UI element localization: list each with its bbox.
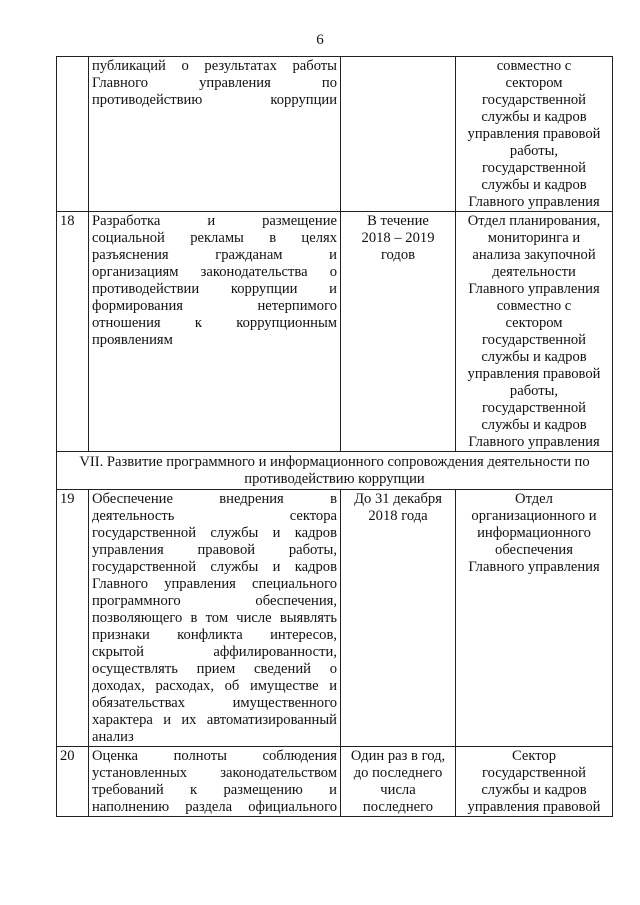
page-number: 6	[316, 32, 324, 48]
executor-text	[456, 212, 613, 452]
row-number: 18	[57, 212, 89, 452]
task-text-line: Разработка и размещение	[92, 213, 337, 229]
deadline-text-line: До 31 декабря	[354, 491, 442, 507]
task-text-line: противодействию коррупции	[92, 92, 337, 108]
deadline-text-line: до последнего	[353, 765, 443, 781]
task-text-line: организациям законодательства о	[92, 264, 337, 280]
task-text	[89, 747, 341, 817]
executor-text-line: управления правовой	[467, 799, 601, 815]
table-row	[57, 747, 613, 817]
executor-text-line: управления правовой	[467, 366, 601, 382]
task-text-line: формирования нетерпимого	[92, 298, 337, 314]
deadline-text	[341, 57, 456, 212]
task-text-line: характера и их автоматизированный	[92, 712, 337, 728]
executor-text-line: совместно с	[496, 58, 572, 74]
row-number: 20	[57, 747, 89, 817]
deadline-text	[341, 747, 456, 817]
task-text-line: деятельность сектора	[92, 508, 337, 524]
deadline-text-line: годов	[380, 247, 416, 263]
section-heading	[57, 452, 613, 490]
executor-text-line: обеспечения	[495, 542, 573, 558]
task-text-line: обязательствах имущественного	[92, 695, 337, 711]
executor-text-line: сектором	[505, 75, 563, 91]
executor-text-line: информационного	[477, 525, 591, 541]
executor-text	[456, 490, 613, 747]
task-text-line: программного обеспечения,	[92, 593, 337, 609]
deadline-text	[341, 490, 456, 747]
executor-text-line: службы и кадров	[481, 417, 587, 433]
executor-text-line: государственной	[481, 332, 586, 348]
deadline-text	[341, 212, 456, 452]
task-text-line: государственной службы и кадров	[92, 559, 337, 575]
task-text-line: требований к размещению и	[92, 782, 337, 798]
task-text-line: проявлениям	[92, 332, 173, 348]
row-number: 19	[57, 490, 89, 747]
task-text-line: отношения к коррупционным	[92, 315, 337, 331]
task-text	[89, 212, 341, 452]
task-text-line: Главного управления специального	[92, 576, 337, 592]
executor-text-line: работы,	[509, 383, 559, 399]
task-text-line: государственной службы и кадров	[92, 525, 337, 541]
deadline-text-line: Один раз в год,	[350, 748, 446, 764]
deadline-text-line: 2018 года	[368, 508, 428, 524]
anti-corruption-plan-table	[56, 56, 613, 817]
row-number	[57, 57, 89, 212]
executor-text-line: Отдел планирования,	[467, 213, 601, 229]
executor-text-line: сектором	[505, 315, 563, 331]
executor-text-line: службы и кадров	[481, 177, 587, 193]
task-text-line: противодействии коррупции и	[92, 281, 337, 297]
task-text	[89, 490, 341, 747]
executor-text-line: Главного управления	[468, 434, 600, 450]
task-text-line: наполнению раздела официального	[92, 799, 337, 815]
section-heading-row	[57, 452, 613, 490]
task-text-line: анализ	[92, 729, 134, 745]
deadline-text-line: последнего	[362, 799, 434, 815]
table-row	[57, 490, 613, 747]
executor-text-line: анализа закупочной	[472, 247, 596, 263]
executor-text-line: государственной	[481, 160, 586, 176]
executor-text-line: Главного управления	[468, 194, 600, 210]
section-heading-line: VII. Развитие программного и информационного сопровождения деятельности по	[79, 454, 590, 470]
executor-text	[456, 57, 613, 212]
section-heading-line: противодействию коррупции	[244, 471, 425, 487]
table-row	[57, 212, 613, 452]
executor-text-line: Главного управления	[468, 281, 600, 297]
task-text-line: осуществлять прием сведений о	[92, 661, 337, 677]
executor-text-line: государственной	[481, 92, 586, 108]
deadline-text-line: В течение	[367, 213, 429, 229]
task-text-line: признаки конфликта интересов,	[92, 627, 337, 643]
executor-text-line: службы и кадров	[481, 109, 587, 125]
task-text-line: управления правовой работы,	[92, 542, 337, 558]
executor-text-line: Сектор	[511, 748, 557, 764]
executor-text	[456, 747, 613, 817]
executor-text-line: деятельности	[492, 264, 576, 280]
task-text-line: Обеспечение внедрения в	[92, 491, 337, 507]
executor-text-line: службы и кадров	[481, 349, 587, 365]
task-text-line: Главного управления по	[92, 75, 337, 91]
executor-text-line: организационного и	[471, 508, 597, 524]
executor-text-line: Отдел	[515, 491, 553, 507]
task-text-line: Оценка полноты соблюдения	[92, 748, 337, 764]
executor-text-line: службы и кадров	[481, 782, 587, 798]
table-body	[57, 57, 613, 817]
task-text-line: скрытой аффилированности,	[92, 644, 337, 660]
task-text-line: доходах, расходах, об имуществе и	[92, 678, 337, 694]
executor-text-line: государственной	[481, 400, 586, 416]
task-text	[89, 57, 341, 212]
executor-text-line: мониторинга и	[487, 230, 581, 246]
task-text-line: разъяснения гражданам и	[92, 247, 337, 263]
deadline-text-line: числа	[380, 782, 416, 798]
executor-text-line: государственной	[481, 765, 586, 781]
executor-text-line: работы,	[509, 143, 559, 159]
executor-text-line: совместно с	[496, 298, 572, 314]
task-text-line: установленных законодательством	[92, 765, 337, 781]
task-text-line: позволяющего в том числе выявлять	[92, 610, 337, 626]
task-text-line: социальной рекламы в целях	[92, 230, 337, 246]
task-text-line: публикаций о результатах работы	[92, 58, 337, 74]
executor-text-line: Главного управления	[468, 559, 600, 575]
deadline-text-line: 2018 – 2019	[361, 230, 435, 246]
executor-text-line: управления правовой	[467, 126, 601, 142]
table-row	[57, 57, 613, 212]
